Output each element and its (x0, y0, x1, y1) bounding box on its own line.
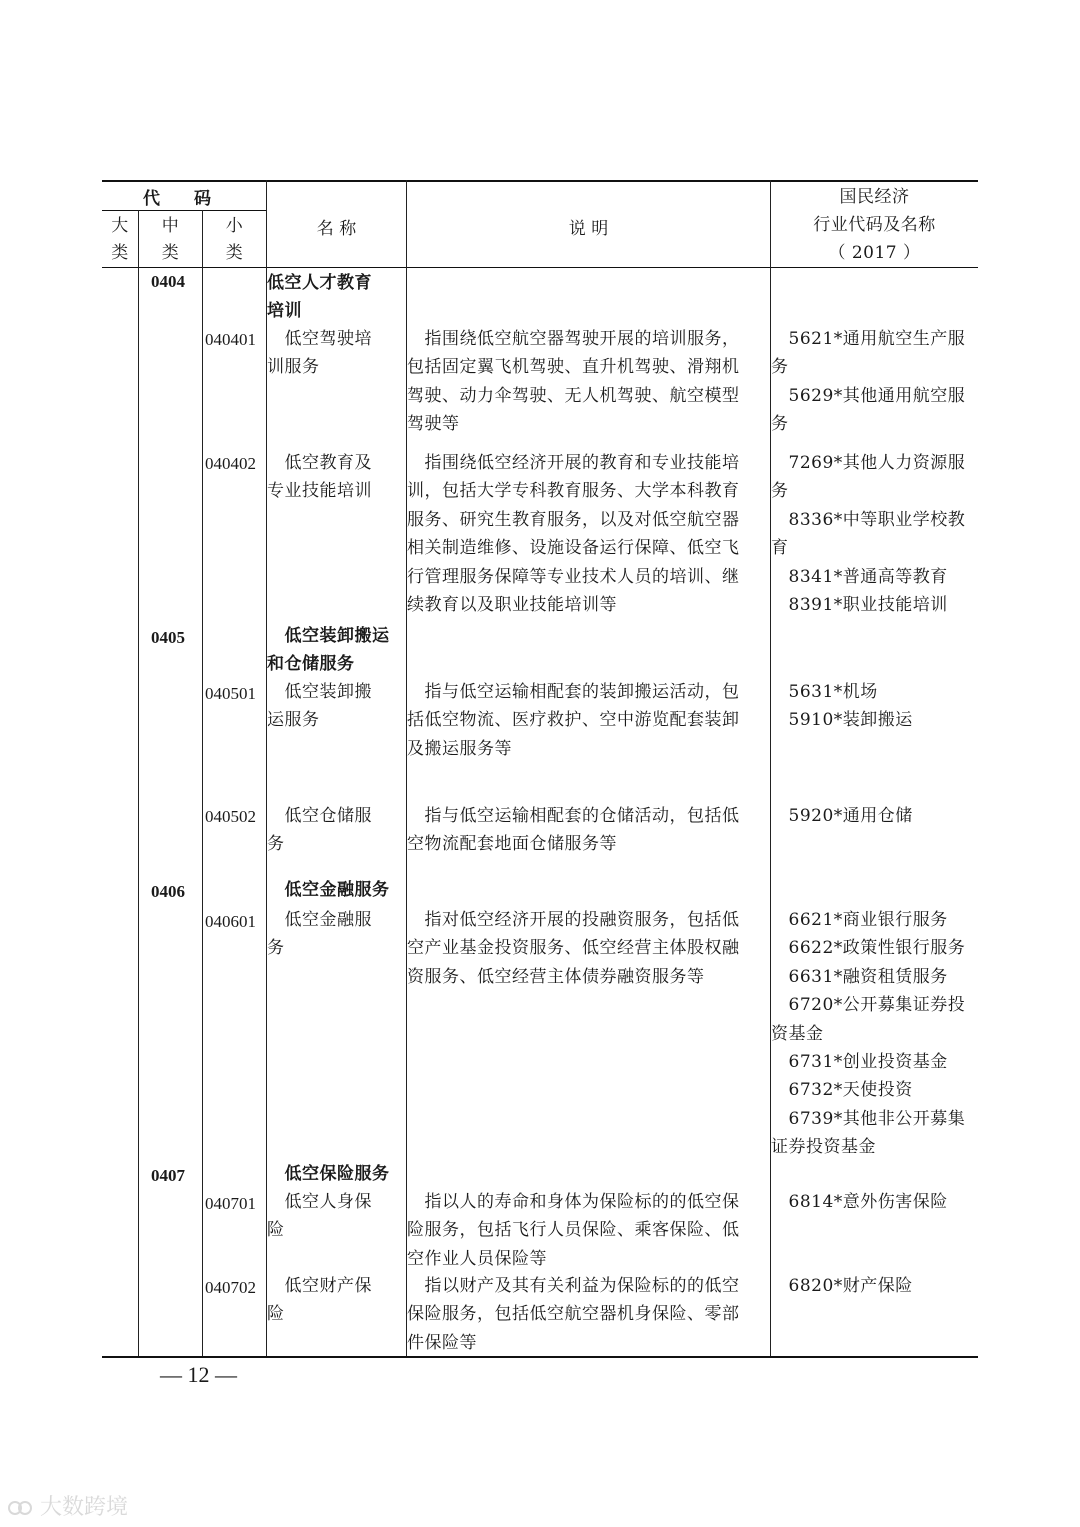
item-code: 040401 (205, 330, 256, 349)
watermark (8, 1490, 128, 1521)
header-zhong: 中 类 (161, 216, 180, 263)
item-code: 040701 (205, 1194, 256, 1213)
item-code: 040502 (205, 807, 256, 826)
item-description: 指围绕低空航空器驾驶开展的培训服务， 包括固定翼飞机驾驶、直升机驾驶、滑翔机 驾驶、动力伞驾驶、无人机驾驶、航空模型 驾驶等 (407, 329, 740, 435)
item-description: 指以财产及其有关利益为保险标的的低空 保险服务，包括低空航空器机身保险、零部 件保险等 (407, 1276, 740, 1353)
item-national-code: 5631*机场 5910*装卸搬运 (788, 682, 913, 731)
header-da: 大 类 (111, 216, 129, 263)
header-split-rule (102, 210, 267, 211)
col-divider-2 (202, 210, 203, 1356)
item-code: 040601 (205, 912, 256, 931)
item-code: 040702 (205, 1278, 256, 1297)
item-national-code: 5920*通用仓储 (771, 806, 913, 826)
group-name: 低空保险服务 (267, 1164, 390, 1184)
header-code: 代 码 (143, 189, 225, 209)
col-divider-1 (138, 210, 139, 1356)
group-code: 0406 (151, 882, 185, 901)
group-name: 低空金融服务 (267, 880, 390, 900)
group-name: 低空人才教育 培训 (267, 273, 372, 322)
header-xiao: 小 类 (225, 216, 244, 263)
item-national-code: 6820*财产保险 (771, 1276, 913, 1296)
item-name: 低空人身保 险 (267, 1192, 372, 1241)
header-national: 国民经济 行业代码及名称 （ 2017 ） (813, 187, 936, 263)
item-national-code: 6814*意外伤害保险 (771, 1192, 948, 1212)
item-name: 低空教育及 专业技能培训 (267, 453, 372, 502)
item-description: 指与低空运输相配套的装卸搬运活动，包 括低空物流、医疗救护、空中游览配套装卸 及搬运服务等 (407, 682, 740, 759)
item-name: 低空金融服 务 (267, 910, 372, 959)
watermark-text: 大数跨境 (40, 1495, 129, 1520)
item-name: 低空驾驶培 训服务 (267, 329, 372, 378)
item-code: 040501 (205, 684, 256, 703)
page-number: — 12 — (160, 1362, 237, 1387)
header-name: 名 称 (316, 219, 357, 239)
item-national-code: 5621*通用航空生产服 务 5629*其他通用航空服 务 (771, 329, 966, 435)
group-code: 0405 (151, 628, 185, 647)
item-code: 040402 (205, 454, 256, 473)
item-description: 指对低空经济开展的投融资服务，包括低 空产业基金投资服务、低空经营主体股权融 资服务、低空经营主体债券融资服务等 (407, 910, 740, 987)
item-national-code: 6621*商业银行服务 6622*政策性银行服务 6631*融资租赁服务 6720*公开募集证券投 资基金 6731*创业投资基金 6732*天使投资 6739*其他非公开募集 证券投资基金 (771, 910, 966, 1158)
item-description: 指与低空运输相配套的仓储活动，包括低 空物流配套地面仓储服务等 (407, 806, 740, 855)
table-top-rule (102, 180, 978, 182)
group-name: 低空装卸搬运 和仓储服务 (267, 626, 390, 675)
item-name: 低空财产保 险 (267, 1276, 372, 1325)
item-description: 指围绕低空经济开展的教育和专业技能培 训，包括大学专科教育服务、大学本科教育 服务、研究生教育服务，以及对低空航空器 相关制造维修、设施设备运行保障、低空飞 行管理服务保障等专业技术人员的培训、继 续教育以及职业技能培训等 (407, 453, 740, 616)
header-bottom-rule (102, 267, 978, 268)
group-code: 0407 (151, 1166, 185, 1185)
item-description: 指以人的寿命和身体为保险标的的低空保 险服务，包括飞行人员保险、乘客保险、低 空作业人员保险等 (407, 1192, 740, 1269)
header-desc: 说 明 (568, 219, 609, 239)
item-name: 低空装卸搬 运服务 (267, 682, 372, 731)
classification-table (102, 180, 978, 1358)
watermark-logo-icon (8, 1499, 36, 1517)
group-code: 0404 (151, 272, 185, 291)
item-national-code: 7269*其他人力资源服 务 8336*中等职业学校教 育 8341*普通高等教育 8391*职业技能培训 (771, 453, 966, 616)
item-name: 低空仓储服 务 (267, 806, 372, 855)
